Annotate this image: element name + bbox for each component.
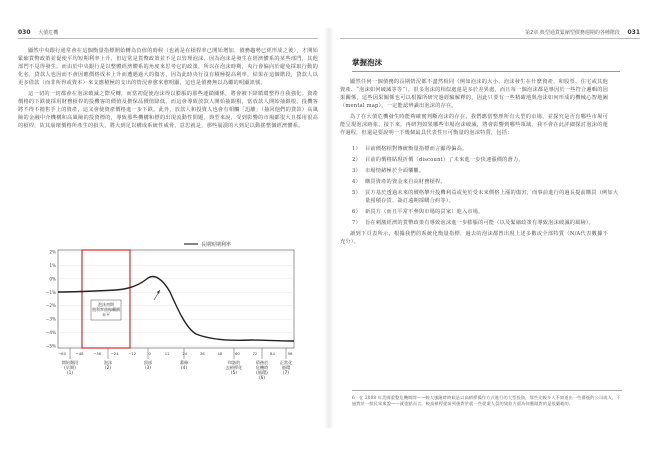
left-running-title: 大債危機 [38,30,59,36]
y-axis-ticks [46,250,56,349]
legend-label: 長期短期利率 [201,242,232,248]
x-tick-label: 12 [164,351,170,356]
list-item: 5） 買方基於透過未來的價格攀升投機利益或免於受未來價格上漲的傷害，而事前進行的過長提前購買（例如大量囤積存貨、簽訂遠期採購合約等）。 [352,190,619,204]
y-tick-label: 2% [49,249,56,255]
y-tick-label: −5% [45,343,56,349]
section-title: 掌握泡沫 [352,57,620,72]
book-spread [18,28,640,428]
plot-frame [58,250,294,348]
stage-label: 泡沫(2) [103,360,113,370]
right-running-header [340,28,640,39]
x-tick-label: −36 [93,351,102,356]
list-item: 2） 目前的價格貼現折價（discount）了未來進一步快速漲價的潛力。 [352,157,524,163]
y-tick-label: −4% [45,330,56,336]
left-paragraph-1: 顯然中央銀行通常會在這個衡量指標開始轉為負值的時候（也就是在槓桿率已開始增加、債務趨勢已經形成之後），才開始緊縮貨幣政策並促使平均短期利率上升，但這常是貨幣政策並不足以管理泡沫，因為泡沫是發生在經濟體系的某些部門，其他部門不見得發生。而由於中央銀行是以整體經濟體系的角度來思考它的政策，所以在泡沫時期，央行會偏向於避免採取行動的化名，貸款人也因而不會因應價格成本上升而遭遇過大的傷害，因為此時央行沒有積極提高利率，結果在這個階段，貸款人以更多借款（而非所得或資本）來支應積極的支出的情況會愈來愈明顯，這也是債務無以為繼的明顯訊號。 [18,48,318,86]
stage-label: 開始階段(早期) (1) [61,360,79,375]
right-page [340,28,640,428]
list-item: 4） 購買資產的資金來自高財務槓桿。 [352,179,446,185]
x-tick-label: 96 [287,351,293,356]
right-paragraph-1: 顯然任何一個債務的長期情況都不盡然相同（例如泡沫的大小、泡沫發生在什麼資產、和股票、住宅或其他資產、“泡沫如何破滅等等”），很多泡沫的相似處還是多於差異處，而且每一個泡沫都是導因於一些符合邏輯的因果關係，這些因果關係也可以根據所研究過經驗解釋的，因此只要有一些精確地與泡沫如何形成的機械心智地圖（mental map），一定能認辨識出泡沫的存在。 [340,79,608,109]
bubble-characteristics-list [352,145,620,227]
list-item: 7） 旨在刺激經濟的貨幣政策有導致泡沫進一步膨脹的可能（以及緊縮政策有導致泡沫破滅的風險）。 [352,220,595,226]
list-item: 1） 目前價格相對傳統衡量指標而言顯得偏高。 [352,146,468,152]
right-running-title: 第2章 典型通貨緊縮型債務週期的各種階段 [525,30,620,36]
stage-label: 頂部(3) [143,360,153,370]
right-paragraph-2: 為了在大債危機發生時能夠確實判斷泡沫的存在，我們應當整理所有大型的市場，並探究是否有哪些市場可能呈現泡沫跡象，接下來，再研判如果哪些市場泡沫破滅，將會影響到哪些領域。我不會在此詳細探討泡沫的運作過程，但還是要說明一下幾個最具代表性且可衡量的泡沫特質，包括： [340,114,608,136]
x-tick-label: −24 [110,351,119,356]
x-tick-label: 36 [199,351,205,356]
bubble-highlight-box [82,250,130,348]
x-tick-label: 48 [217,351,223,356]
x-tick-label: 60 [234,351,240,356]
x-tick-label: 24 [182,351,188,356]
x-tick-label: 72 [252,351,258,356]
y-tick-label: −3% [45,316,56,322]
closing-paragraph: 讀到下頁表所示，根據我們的系統化衡量指標，過去的泡沫都曾出現上述多數或全部特質（N/A代表數據不充分）。 [340,231,608,245]
left-page-number: 030 [18,29,31,36]
x-tick-label: 0 [148,351,151,356]
interest-rate-chart [36,240,300,390]
footnote [352,390,622,407]
right-page-number: 031 [627,29,640,36]
left-paragraph-2: 這一切的一切都會在泡沫破滅之際反轉，而當初促使泡沫得以膨脹的那些連鎖關係，將會被下降循環整得自我強化。資產價格的下跌使採用財務槓桿的投機客的價值及擔保品價值降低，而這會導致放款人開始抽銀根，當放款人開始抽銀根，投機客將不得不拋售手上的資產，這又會使資產價格進一步下跌。此外，放款人和投資人也會有相觸「迅離」（抽回他們的貸款）高風險的金融中介機構和高風險的投資標的，導致那些機構和標的出現流動性問題。典型來說，受到影響的市場都很大且採用很高的槓桿，故其崩壞價格所產生的損失，將大到足以構成系統性威脅，意思就是，那些崩潰的大到足以動搖整個經濟體系。 [18,91,318,129]
y-tick-label: 1% [49,262,56,268]
left-running-header [18,28,318,39]
x-axis-ticks [58,351,293,356]
grid-lines [58,252,294,346]
x-tick-label: −60 [57,351,67,356]
list-item: 3） 市場情緒極於全面樂觀。 [352,168,425,174]
arrow-head [157,290,160,294]
stage-label: 蕭條(4) [179,360,189,370]
footnote-text: 6 在 2008 年美國重整危機期間——較大風險時時候是以高槓桿操作方式進行的大型投資，那些比較多人不知道出一些幕後的公司或人，不過對於一般民眾來說——就重點而言，較高槓桿從前到後對於就一些從業人員的貸款方面為何應做對的是很嚴峻的。 [352,395,621,406]
y-tick-label: −2% [45,303,56,309]
book-gutter [324,28,334,428]
list-item: 6） 新買方（而且平常不參與市場的買家）進入市場。 [352,209,484,215]
annotation-text: 泡沫初期殖利率曲線繼續未平 [92,302,120,317]
x-tick-label: −48 [75,351,84,356]
left-page [18,28,318,428]
stage-label: 債務於危機時(循環) (6) [255,360,269,380]
y-tick-label: −1% [45,289,56,295]
y-tick-label: 0% [49,276,56,282]
x-tick-label: 84 [270,351,275,356]
stage-label: 和諧的去槓桿化(5) [225,360,243,375]
stage-label: 正常化循環(7) [279,360,293,375]
x-tick-label: −12 [128,351,137,356]
